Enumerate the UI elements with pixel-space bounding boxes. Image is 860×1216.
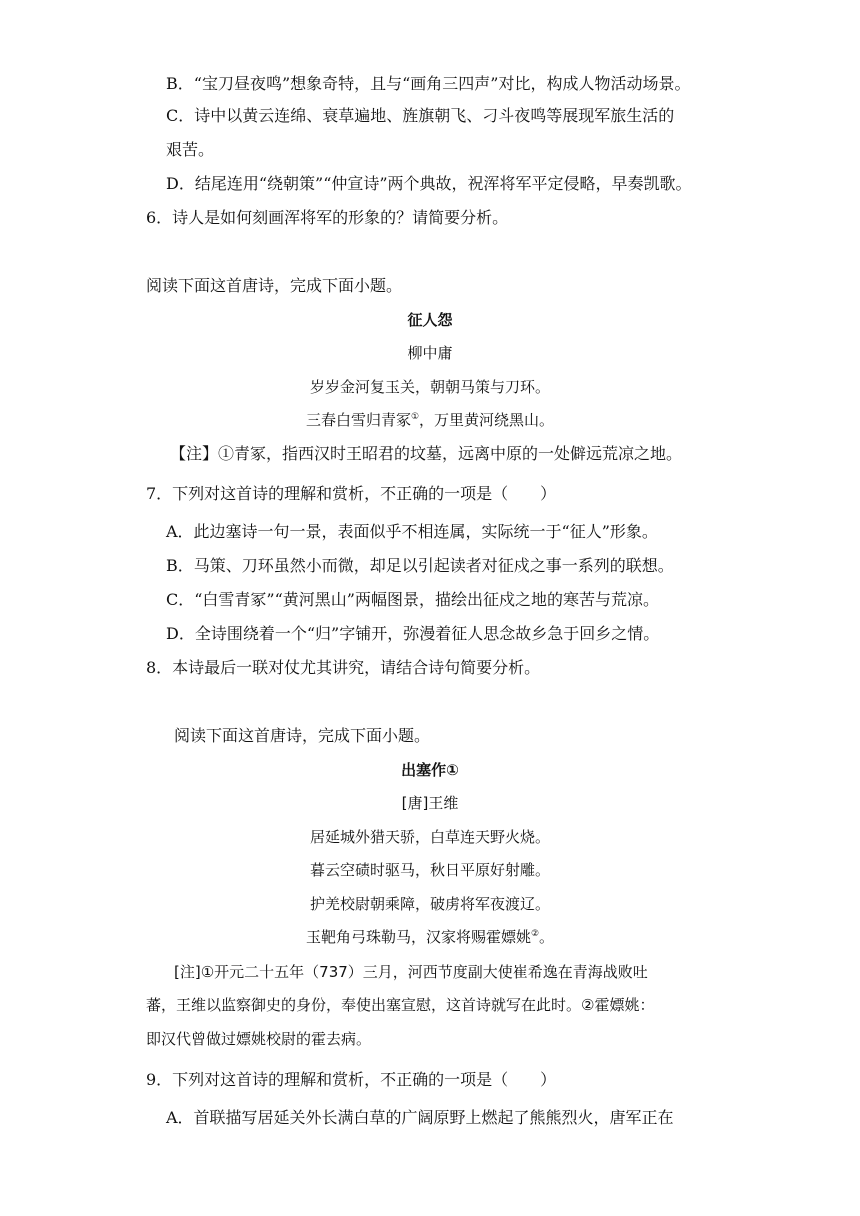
passage2-author: 柳中庸 bbox=[407, 344, 453, 362]
q6-question: 6．诗人是如何刻画浑将军的形象的？请简要分析。 bbox=[146, 208, 509, 227]
passage3-author: [唐]王维 bbox=[401, 794, 459, 812]
passage2-poem-line1: 岁岁金河复玉关，朝朝马策与刀环。 bbox=[309, 378, 550, 396]
passage3-title: 出塞作① bbox=[401, 761, 459, 779]
passage2-note: 【注】①青冢，指西汉时王昭君的坟墓，远离中原的一处僻远荒凉之地。 bbox=[170, 444, 683, 463]
passage3-note-line1: [注]①开元二十五年（737）三月，河西节度副大使崔希逸在青海战败吐 bbox=[174, 963, 648, 981]
passage3-poem-line4-main: 玉靶角弓珠勒马，汉家将赐霍嫖姚 bbox=[305, 928, 531, 946]
q9-question: 9．下列对这首诗的理解和赏析，不正确的一项是（ ） bbox=[146, 1070, 557, 1089]
q8-question: 8．本诗最后一联对仗尤其讲究，请结合诗句简要分析。 bbox=[146, 658, 541, 677]
q7-option-d: D．全诗围绕着一个“归”字铺开，弥漫着征人思念故乡急于回乡之情。 bbox=[166, 624, 660, 643]
passage3-poem-line1: 居延城外猎天骄，白草连天野火烧。 bbox=[309, 828, 550, 846]
q5-option-c-line1: C．诗中以黄云连绵、衰草遍地、旌旗朝飞、刁斗夜鸣等展现军旅生活的 bbox=[166, 106, 675, 125]
q7-option-a: A．此边塞诗一句一景，表面似乎不相连属，实际统一于“征人”形象。 bbox=[166, 522, 658, 541]
footnote-marker-1: ① bbox=[410, 412, 420, 422]
passage3-poem-line4-end: 。 bbox=[539, 928, 555, 946]
q5-option-b: B．“宝刀昼夜鸣”想象奇特，且与“画角三四声”对比，构成人物活动场景。 bbox=[166, 74, 691, 93]
passage3-poem-line2: 暮云空碛时驱马，秋日平原好射雕。 bbox=[309, 861, 550, 879]
passage2-poem-line2-main: 三春白雪归青冢 bbox=[305, 411, 411, 429]
passage3-note-line2: 蕃，王维以监察御史的身份，奉使出塞宣慰，这首诗就写在此时。②霍嫖姚： bbox=[146, 996, 655, 1014]
q7-option-b: B．马策、刀环虽然小而微，却足以引起读者对征戍之事一系列的联想。 bbox=[166, 556, 674, 575]
q7-option-c: C．“白雪青冢”“黄河黑山”两幅图景，描绘出征戍之地的寒苦与荒凉。 bbox=[166, 590, 659, 609]
q5-option-d: D．结尾连用“绕朝策”“仲宣诗”两个典故，祝浑将军平定侵略，早奏凯歌。 bbox=[166, 174, 692, 193]
passage2-poem-line2 bbox=[0, 410, 860, 430]
passage2-intro: 阅读下面这首唐诗，完成下面小题。 bbox=[146, 276, 403, 295]
q5-option-c-line2: 艰苦。 bbox=[166, 140, 215, 159]
passage3-intro: 阅读下面这首唐诗，完成下面小题。 bbox=[174, 726, 431, 745]
passage3-poem-line3: 护羌校尉朝乘障，破虏将军夜渡辽。 bbox=[309, 895, 550, 913]
passage3-note-line3: 即汉代曾做过嫖姚校尉的霍去病。 bbox=[146, 1030, 372, 1048]
q9-option-a-line1: A．首联描写居延关外长满白草的广阔原野上燃起了熊熊烈火，唐军正在 bbox=[166, 1108, 674, 1127]
passage2-title: 征人怨 bbox=[407, 311, 453, 329]
passage3-poem-line4 bbox=[0, 927, 860, 947]
footnote-marker-2: ② bbox=[530, 929, 540, 939]
passage2-poem-line2-rest: ，万里黄河绕黑山。 bbox=[419, 411, 555, 429]
q7-question: 7．下列对这首诗的理解和赏析，不正确的一项是（ ） bbox=[146, 484, 557, 503]
